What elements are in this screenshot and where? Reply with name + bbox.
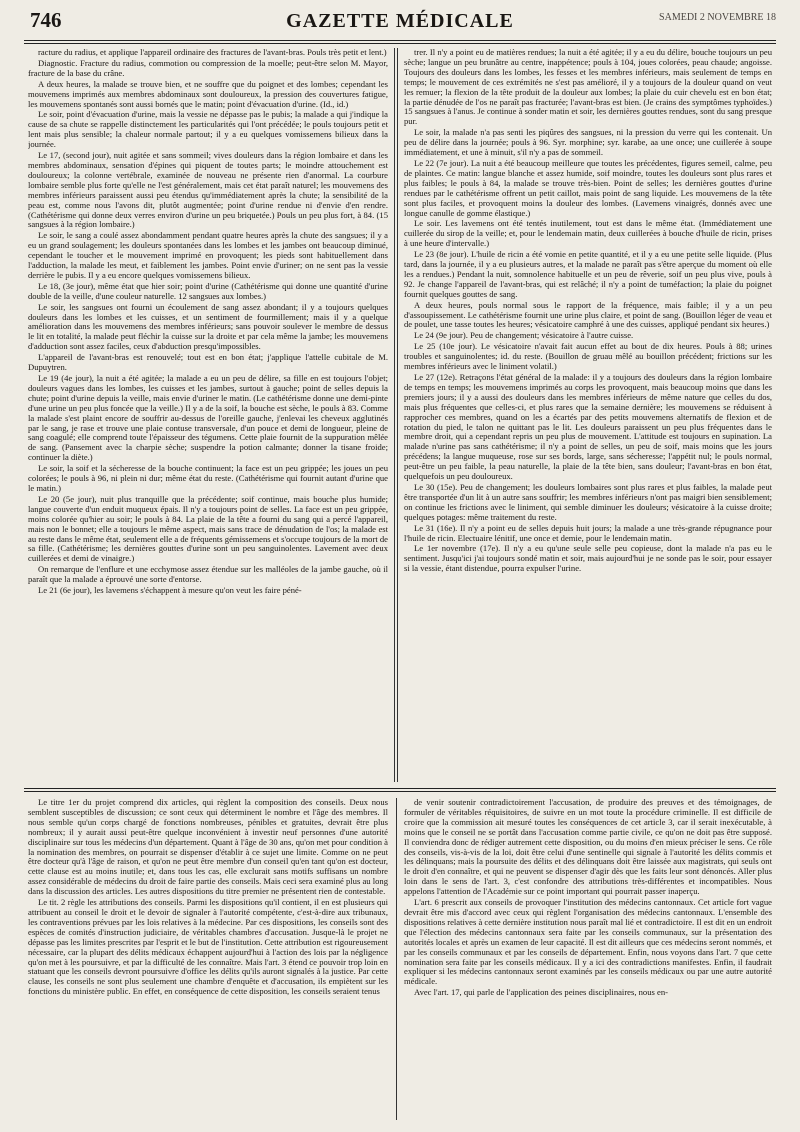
section-rule <box>24 788 776 789</box>
paragraph: Le 1er novembre (17e). Il n'y a eu qu'une seule selle peu copieuse, dont la malade n'a pas eu le sentiment. Jusqu'ici j'ai toujours sondé matin et soir, mais aujourd'hui je ne sonde pas le soir, pour essayer si la vessie, étant distendue, pourra expulser l'urine. <box>404 543 772 574</box>
paragraph: Diagnostic. Fracture du radius, commotion ou compression de la moelle; peut-être selon M. Mayor, fracture de la base du crâne. <box>28 57 388 78</box>
paragraph: Le soir, les sangsues ont fourni un écoulement de sang assez abondant; il y a toujours quelques douleurs dans les lombes et les cuisses, et un sentiment de fourmillement; mais il y a quelque amélioration dans les mouvemens des membres inférieurs; sans pouvoir soulever le membre de dessus le lit en totalité, la malade peut fléchir la cuisse sur la droite et par cela même la jambe; les mouvemens d'adduction sont assez faciles, ceux d'abduction presqu'impossibles. <box>28 301 388 352</box>
paragraph: Le 21 (6e jour), les lavemens s'échappent à mesure qu'on veut les faire péné- <box>38 585 302 596</box>
paragraph: Le 27 (12e). Retraçons l'état général de la malade: il y a toujours des douleurs dans la région lombaire de temps en temps; les mouvemens imprimés au corps les provoquent, mais beaucoup moins que dans les premiers jours; il y a aussi des douleurs dans les membres inférieurs de même nature que celles du dos, mais plus fréquentes que celles-ci, et plus rares que la semaine dernière; les mouvemens se réduisent à rapprocher ces membres, quand on les a écartés par des petits mouvemens alternatifs de flexion et de rotation du pied, le talon ne quittant pas le lit. Les douleurs paraissent un peu plus fréquentes dans le membre droit, qui a cependant repris un peu plus de mouvement. L'attitude est toujours en supination. La malade n'urine pas sans cathétérisme; il n'y a point de selles, un peu de soif, mais moins que les jours précédens; la langue muqueuse, rose sur ses bords, large, sans sécheresse; l'appétit nul; le pouls normal, peut-être un peu faible, la peau naturelle, la plaie de la tête bien, sans douleur; l'avant-bras en bon état, quelquefois un peu douloureux. <box>404 372 772 482</box>
paragraph: Le soir, point d'évacuation d'urine, mais la vessie ne dépasse pas le pubis; la malade a qui j'indique la cause de sa chute se rappelle distinctement les particularités qui l'ont précédée; le pouls toujours petit et lent mais plus sensible; la chaleur normale partout; il y a eu quelques vomissemens bilieux dans la journée. <box>28 109 388 150</box>
paragraph: Le 18, (3e jour), même état que hier soir; point d'urine (Cathétérisme qui donne une quantité d'urine double de la veille, d'une couleur naturelle. 12 sangsues aux lombes.) <box>28 280 388 301</box>
upper-left-column <box>28 48 388 782</box>
paragraph: Le 19 (4e jour), la nuit a été agitée; la malade a eu un peu de délire, sa fille en est toujours l'objet; douleurs vagues dans les lombes, les cuisses et les jambes, surtout à gauche; point de selles depuis la chute; point d'urine depuis la veille, mais envie d'uriner le matin. (Le cathétérisme donne une demi-pinte d'une urine un peu plus foncée que la veille.) Il y a de la soif, la bouche est sèche, le pouls à 83. Comme la malade s'est plaint encore de souffrir au-dessus de l'oreille gauche, j'enlevai les cheveux agglutinés par le sang, je rase et trouve une plaie contuse transversale, d'un pouce et demi de longueur, pleine de sang coagulé; elle comprend toute l'épaisseur des tégumens. Cette plaie fournit de la suppuration mêlée de sang. (Pansement avec la charpie sèche; suspendre la potion calmante; donner la tisane froide; continuer la diète.) <box>28 373 388 463</box>
paragraph: racture du radius, et applique l'appareil ordinaire des fractures de l'avant-bras. Pouls très petit et lent.) <box>38 48 387 57</box>
paragraph: Le 25 (10e jour). Le vésicatoire n'avait fait aucun effet au bout de dix heures. Pouls à 88; urines troubles et sanguinolentes; id. du reste. (Bouillon de gruau mêlé au bouillon précédent; frictions sur les membres inférieurs avec le liniment volatil.) <box>404 341 772 372</box>
page-header <box>24 0 776 40</box>
paragraph: On remarque de l'enflure et une ecchymose assez étendue sur les malléoles de la jambe gauche, où il paraît que la malade a éprouvé une sorte d'entorse. <box>28 564 388 585</box>
paragraph: Le 20 (5e jour), nuit plus tranquille que la précédente; soif continue, mais bouche plus humide; langue couverte d'un enduit muqueux épais. Il n'y a toujours point de selles. La face est un peu grippée, moins colorée qu'hier au soir; le pouls à 84. La plaie de la tête a fourni du sang qui a percé l'appareil, mais non le bonnet; elle a toujours le même aspect, mais sans trace de dénudation de l'os; la malade est au reste dans le même état, seulement elle a de fréquents gémissemens et s'occupe toujours de la mort de sa fille. (Cathétérisme; les dernières gouttes d'urine sont un peu sanguinolentes. Lavement avec deux cuillerées et demi de vinaigre.) <box>28 493 388 564</box>
paragraph: trer. Il n'y a point eu de matières rendues; la nuit a été agitée; il y a eu du délire, bouche toujours un peu sèche; langue un peu brunâtre au centre, inappétence; pouls à 104, joues colorées, peau chaude; angoisse. Toujours des douleurs dans les lombes, les fesses et les membres inférieurs, mais seulement de temps en temps; le mouvement de ces extrémités ne s'est pas amélioré, il y a toujours de la douleur quand on veut les remuer; la flexion de la tête produit de la douleur aux lombes; la plaie du cuir chevelu est en bon état; la partie dénudée de l'os ne paraît pas fracturée; l'avant-bras est bien. (Je crains des symptômes typhoïdes.) 15 sangsues à l'anus. Je continue à sonder matin et soir, les dernières gouttes rendues, sont du sang presque pur. <box>404 48 772 127</box>
paragraph: Le soir, le sang a coulé assez abondamment pendant quatre heures après la chute des sangsues; il y a eu un grand soulagement; les douleurs spontanées dans les lombes et les jambes ont beaucoup diminué, cependant le toucher et le mouvement imprimé en provoquent; les pieds sont habituellement dans l'adduction, la malade les meut, et faiblement les jambes. Point envie d'uriner; on ne sent pas la vessie derrière le pubis. Il y a eu encore quelques vomissemens bilieux. <box>28 230 388 280</box>
paragraph: A deux heures, la malade se trouve bien, et ne souffre que du poignet et des lombes; cependant les mouvemens imprimés aux membres abdominaux sont douloureux, la pression des couvertures fatigue, les mouvemens spontanés sont aussi bornés que le matin; point d'évacuation d'urine. (Id., id.) <box>28 78 388 109</box>
paragraph: Le soir, la soif et la sécheresse de la bouche continuent; la face est un peu grippée; les joues un peu colorées; le pouls à 96, ni plein ni dur; même état du reste. (Cathétérisme qui fournit autant d'urine que le matin.) <box>28 463 388 493</box>
paragraph: Le soir, la malade n'a pas senti les piqûres des sangsues, ni la pression du verre qui les contenait. Un peu de délire dans la journée; pouls à 96. Syr. morphine; syr. karabe, aa une once; une cuillerée à soupe immédiatement, et une à minuit, s'il n'y a pas de sommeil. <box>404 127 772 158</box>
paragraph: Le 17, (second jour), nuit agitée et sans sommeil; vives douleurs dans la région lombaire et dans les membres abdominaux, sensation d'épines qui piquent de toutes parts; le moindre attouchement est douloureux; la colonne vertébrale, examinée de nouveau ne présente rien d'anormal. La courbure lombaire semble plus forte qu'elle ne l'est généralement, mais cet état paraît naturel; les mouvemens des membres inférieurs paraissent aussi peu étendus qu'immédiatement après la chute; la sensibilité de la peau est, comme nous l'avons dit, plutôt augmentée; point d'urine rendue ni d'envie d'en rendre. (Cathétérisme qui donne deux verres environ d'urine un peu briquetée.) Pouls un peu plus fort, à 84. (15 sangsues à la région lombaire.) <box>28 150 388 230</box>
column-divider <box>396 798 397 1120</box>
paragraph: Le 24 (9e jour). Peu de changement; vésicatoire à l'autre cuisse. <box>414 330 634 341</box>
paragraph: Le titre 1er du projet comprend dix articles, qui règlent la composition des conseils. Deux nous semblent susceptibles de discussion; ce sont ceux qui déterminent le nombre et l'âge des membres. Il nous semble qu'un corps chargé de fonctions nombreuses, pénibles et gratuites, devrait être plus nombreux; il y aurait aussi peut-être quelque inconvénient à investir neuf personnes d'une autorité disciplinaire sur tous les médecins d'un département. Quant à l'âge de 30 ans, qu'on met pour condition à la nomination des membres, on pourrait se dispenser d'établir à ce sujet une limite. Comme on ne peut être docteur qu'à l'âge de raison, et qu'on ne peut être membre d'un conseil qu'en tant qu'on est docteur, cette clause est au moins inutile; et, dans tous les cas, elle exclurait sans motifs suffisans un nombre assez considérable de médecins du droit de faire partie des conseils. Mais ceci sera examiné plus au long dans la discussion des articles. Les autres dispositions du titre premier ne présentent rien de contestable. <box>28 798 388 897</box>
paragraph: A deux heures, pouls normal sous le rapport de la fréquence, mais faible; il y a un peu d'assoupissement. Le cathétérisme fournit une urine plus claire, et point de sang. (Bouillon léger de veau et de poulet, une tasse toutes les heures; vésicatoire camphré à une des cuisses, appliqué pendant six heures.) <box>404 299 772 330</box>
paragraph: L'appareil de l'avant-bras est renouvelé; tout est en bon état; j'applique l'attelle cubitale de M. Dupuytren. <box>28 352 388 373</box>
paragraph: Le soir. Les lavemens ont été tentés inutilement, tout est dans le même état. (Immédiatement une cuillerée du sirop de la veille; et, pour le lendemain matin, deux cuillerées à bouche d'huile de ricin, prises à une heure d'intervalle.) <box>404 218 772 249</box>
paragraph: Le 22 (7e jour). La nuit a été beaucoup meilleure que toutes les précédentes, figures semeil, calme, peu de plaintes. Ce matin: langue blanche et assez humide, soif moindre, toutes les douleurs sont plus rares et plus faibles; le pouls à 84, la malade se trouve très-bien. Point de selles; les dernières gouttes d'urine rendues par le cathétérisme offrent un petit caillot, mais point de sang liquide. Les mouvemens de la tête sont plus faciles, et provoquent moins la douleur des lombes. (Lavemens vinaigrés, donnés avec une longue canulle de gomme élastique.) <box>404 157 772 218</box>
journal-title: GAZETTE MÉDICALE <box>286 10 514 32</box>
paragraph: Le tit. 2 règle les attributions des conseils. Parmi les dispositions qu'il contient, il en est plusieurs qui attribuent au conseil le droit et le devoir de signaler à l'autorité compétente, c'est-à-dire aux tribunaux, les contraventions prévues par les lois relatives à la médecine. Par ces dispositions, les conseils sont des espèces de comités d'instruction judiciaire, de véritables chambres d'accusation. Jusque-là le projet ne dépasse pas les limites prescrites par l'esprit et le but de l'institution. Cette attribution est rigoureusement nécessaire, car la plupart des délits médicaux échappent aujourd'hui à l'action des lois par la négligence qu'on met à les poursuivre, et par la difficulté de les connaître. Mais l'art. 3 étend ce pouvoir trop loin en statuant que les conseils devront poursuivre d'office les délits qu'ils auront signalés à la justice. Par cette clause, les conseils ne sont plus seulement une chambre d'enquête et d'accusation, ils empiètent sur les fonctions du ministère public. En effet, en conséquence de cette disposition, les conseils seraient tenus <box>28 897 388 997</box>
paragraph: Le 31 (16e). Il n'y a point eu de selles depuis huit jours; la malade a une très-grande répugnance pour l'huile de ricin. Electuaire lénitif, une once et demie, pour le lendemain matin. <box>404 522 772 543</box>
paragraph: Le 30 (15e). Peu de changement; les douleurs lombaires sont plus rares et plus faibles, la malade peut être transportée d'un lit à un autre sans souffrir; les membres inférieurs n'ont pas maigri bien sensiblement; on continue les frictions avec le liniment, qui semble diminuer les douleurs; vésicatoire à la cuisse droite; quelques potages: même traitement du reste. <box>404 481 772 522</box>
paragraph: Le 23 (8e jour). L'huile de ricin a été vomie en petite quantité, et il y a eu une petite selle liquide. (Plus tard, dans la journée, il y a eu plusieurs autres, et la malade ne paraît pas s'être aperçue du moment où elle les a rendues.) Pendant la nuit, somnolence habituelle et un peu de rêverie, soif un peu plus vive, pouls à 92. Je change l'appareil de l'avant-bras, qui est relâché; il n'y a point de tuméfaction; la plaie du poignet fournit quelques gouttes de sang. <box>404 249 772 299</box>
paragraph: de venir soutenir contradictoirement l'accusation, de produire des preuves et des témoignages, de formuler de véritables réquisitoires, de suivre en un mot toute la procédure criminelle. Il est difficile de croire que la commission ait mesuré toutes les conséquences de cet article 3, car il serait inexécutable, à moins que le conseil ne se portât dans l'accusation comme partie civile, ce qu'on ne doit pas être supposé. Il conviendra donc de rédiger autrement cette disposition, ou du moins d'en mieux préciser le sens. Ce rôle des conseils, vis-à-vis de la loi, doit être celui d'une sentinelle qui signale à l'autorité les délits commis et les délinquans; mais la poursuite des délits et des délinquans doit être laissée aux magistrats, qui seuls ont le droit d'en connaître, et qui ne peuvent se dispenser d'agir dès que les faits leur sont dénoncés. Aller plus loin dans le sens de l'art. 3, c'est confondre des attributions très-différentes et incompatibles. Nous appelons l'attention de l'Académie sur ce point important qui pourrait passer inaperçu. <box>404 798 772 897</box>
header-edge-text: SAMEDI 2 NOVEMBRE 18 <box>659 12 776 23</box>
paragraph: Avec l'art. 17, qui parle de l'application des peines disciplinaires, nous en- <box>414 987 668 998</box>
header-rule <box>24 40 776 41</box>
paragraph: L'art. 6 prescrit aux conseils de provoquer l'institution des médecins cantonnaux. Cet article fort vague devrait être mis d'accord avec ceux qui règlent l'organisation des médecins cantonnaux. L'ensemble des dispositions relatives à cette dernière institution nous paraît mal lié et contradictoire. Il est dit en un endroit que l'élection des médecins cantonnaux sera faite par les conseils communaux, sur la présentation des autorités locales et après un examen de leur capacité. Il est dit ailleurs que ces médecins seront nommés, et par les conseils communaux et par les conseils de département. Enfin, nous voyons dans l'art. 7 que cette nomination sera faite par les conseils médicaux. Il y a ici des contradictions manifestes. Enfin, il faudrait expliquer si les médecins cantonnaux seront examinés par les conseils médicaux ou par une autre autorité médicale. <box>404 897 772 987</box>
upper-right-column <box>404 48 772 782</box>
lower-left-column <box>28 798 388 1120</box>
page-number: 746 <box>30 8 62 32</box>
section-rule-secondary <box>24 791 776 792</box>
column-divider <box>394 48 398 782</box>
header-rule-secondary <box>24 43 776 44</box>
lower-right-column <box>404 798 772 1120</box>
